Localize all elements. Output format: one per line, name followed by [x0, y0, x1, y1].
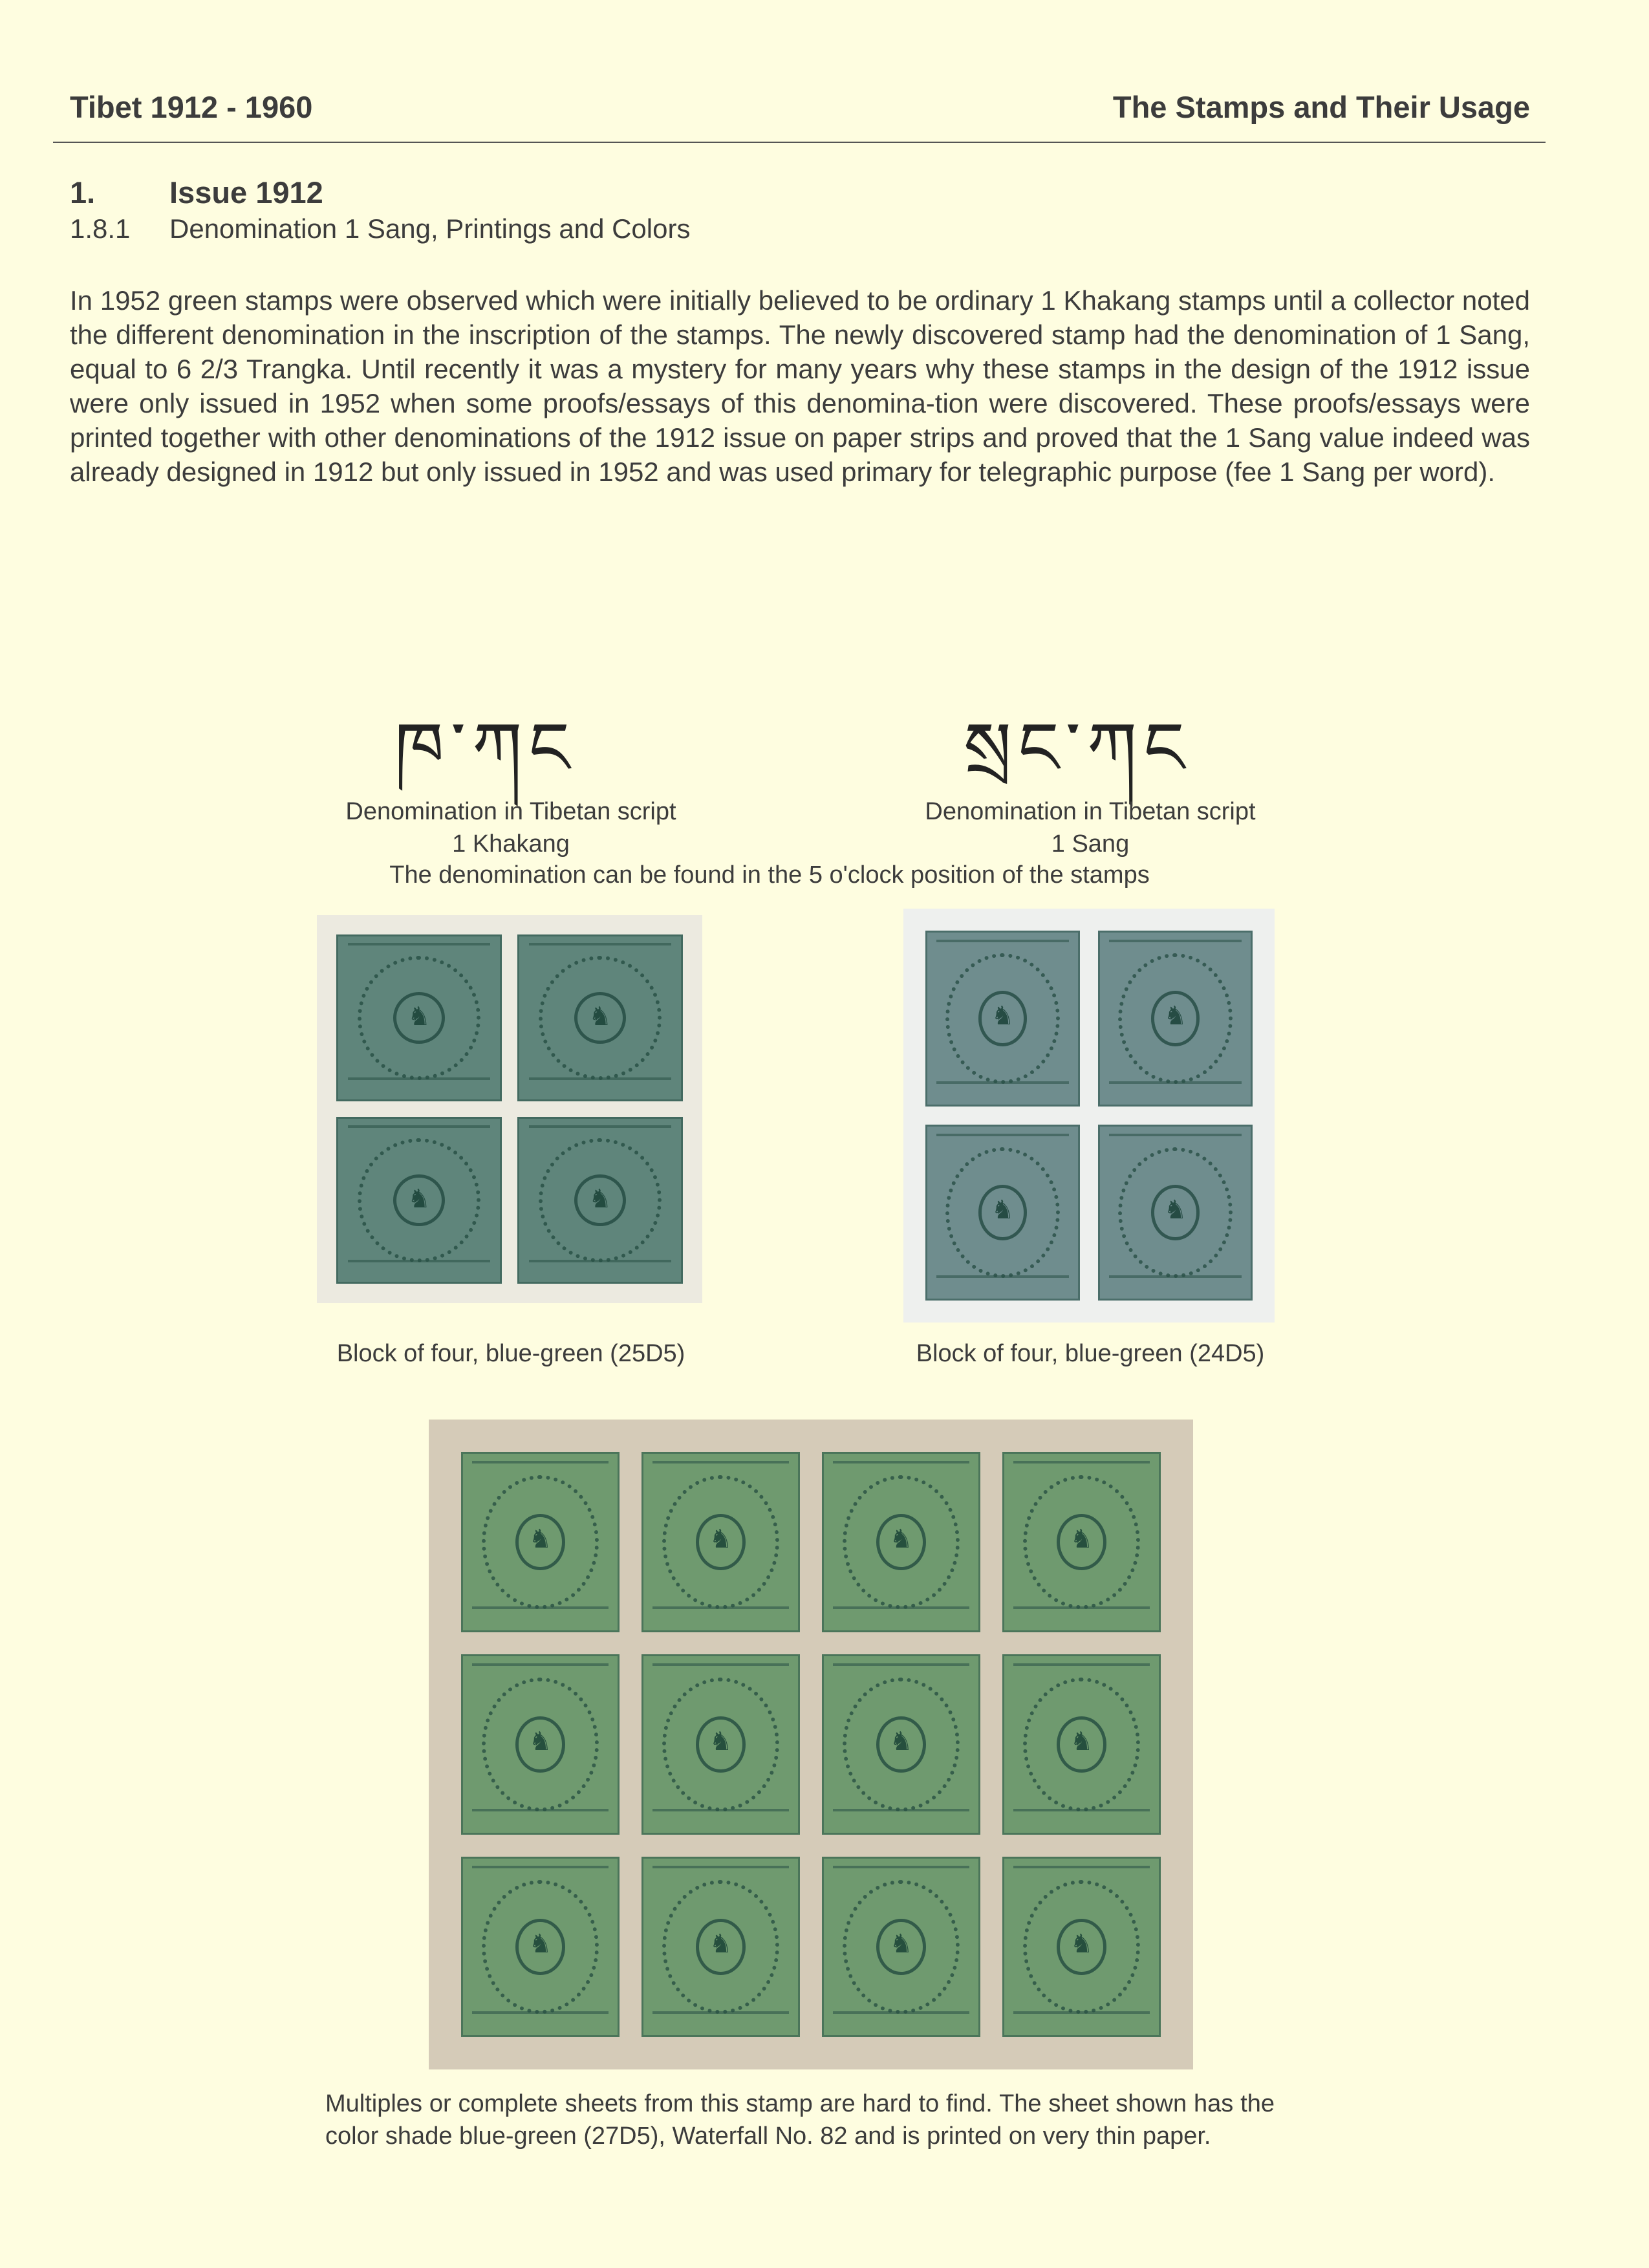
stamp-frame-bottom: [348, 1077, 490, 1093]
sheet-of-twelve-image: [429, 1420, 1193, 2069]
snow-lion-icon: ♞: [588, 1002, 612, 1031]
stamp-frame-bottom: [1109, 1081, 1242, 1097]
stamp-frame-bottom: [833, 2011, 969, 2028]
stamp-frame-bottom: [472, 1606, 608, 1623]
tibetan-script-sang: སྲང་ཀང: [964, 707, 1191, 790]
denomination-caption-left: [285, 795, 737, 860]
intro-paragraph: In 1952 green stamps were observed which were initially believed to be ordinary 1 Khakang stamps until a collector noted the different denomination in the inscription of the stamps. The newly discovered stamp had the denomination of 1 Sang, equal to 6 2/3 Trangka. Until recently it was a mystery for many years why these stamps in the design of the 1912 issue were only issued in 1952 when some proofs/essays of this denomina-tion were discovered. These proofs/essays were printed together with other denominations of the 1912 issue on paper strips and proved that the 1 Sang value indeed was already designed in 1912 but only issued in 1952 and was used primary for telegraphic purpose (fee 1 Sang per word).: [70, 285, 1530, 487]
stamp-frame-bottom: [652, 1606, 788, 1623]
snow-lion-icon: ♞: [528, 1727, 552, 1756]
snow-lion-icon: ♞: [889, 1930, 913, 1959]
stamp: [461, 1452, 620, 1632]
stamp-frame-bottom: [1013, 1606, 1149, 1623]
stamp: [461, 1654, 620, 1835]
subsection-title: Denomination 1 Sang, Printings and Colors: [169, 213, 691, 244]
stamp: [1098, 1125, 1253, 1301]
stamp: [1098, 931, 1253, 1107]
snow-lion-icon: ♞: [1163, 1002, 1187, 1031]
denomination-caption-right: [864, 795, 1317, 860]
stamp-frame-bottom: [472, 1809, 608, 1826]
snow-lion-icon: ♞: [709, 1930, 733, 1959]
snow-lion-icon: ♞: [1163, 1196, 1187, 1225]
stamp: [822, 1857, 980, 2037]
stamp-frame-bottom: [652, 2011, 788, 2028]
running-subtitle: The Stamps and Their Usage: [1112, 90, 1530, 124]
caption-line: Denomination in Tibetan script: [345, 798, 676, 825]
stamp: [336, 1117, 502, 1284]
snow-lion-icon: ♞: [407, 1184, 431, 1213]
stamp-frame-bottom: [529, 1077, 671, 1093]
snow-lion-icon: ♞: [528, 1525, 552, 1554]
snow-lion-icon: ♞: [889, 1525, 913, 1554]
snow-lion-icon: ♞: [709, 1727, 733, 1756]
block-caption-right: Block of four, blue-green (24D5): [916, 1340, 1265, 1367]
block-of-four-right-image: [903, 909, 1275, 1323]
sheet-caption: Multiples or complete sheets from this stamp are hard to find. The sheet shown has the color shade blue-green (27D5), Waterfall No. 82 and is printed on very thin paper.: [325, 2090, 1275, 2150]
stamp: [1002, 1654, 1161, 1835]
stamp: [641, 1654, 800, 1835]
caption-value: 1 Sang: [1051, 830, 1130, 858]
tibetan-script-khakang: ཁ་ཀང: [394, 707, 577, 790]
snow-lion-icon: ♞: [1070, 1930, 1094, 1959]
snow-lion-icon: ♞: [991, 1196, 1015, 1225]
caption-value: 1 Khakang: [452, 830, 570, 858]
block-of-four-left-image: [317, 915, 702, 1303]
stamp-frame-bottom: [833, 1809, 969, 1826]
denomination-note: The denomination can be found in the 5 o'clock position of the stamps: [389, 861, 1150, 889]
stamp: [1002, 1452, 1161, 1632]
stamp: [822, 1654, 980, 1835]
stamp-frame-bottom: [348, 1260, 490, 1275]
snow-lion-icon: ♞: [1070, 1727, 1094, 1756]
stamp: [822, 1452, 980, 1632]
section-number: 1.: [70, 175, 96, 210]
stamp-frame-bottom: [652, 1809, 788, 1826]
section-title: Issue 1912: [169, 175, 323, 210]
stamp: [925, 931, 1080, 1107]
subsection-number: 1.8.1: [70, 213, 131, 244]
snow-lion-icon: ♞: [889, 1727, 913, 1756]
stamp: [517, 1117, 683, 1284]
stamp: [925, 1125, 1080, 1301]
stamp: [1002, 1857, 1161, 2037]
stamp-frame-bottom: [529, 1260, 671, 1275]
stamp: [336, 934, 502, 1101]
stamp-frame-bottom: [833, 1606, 969, 1623]
stamp-frame-bottom: [936, 1081, 1069, 1097]
stamp: [641, 1452, 800, 1632]
snow-lion-icon: ♞: [528, 1930, 552, 1959]
stamp-frame-bottom: [472, 2011, 608, 2028]
snow-lion-icon: ♞: [407, 1002, 431, 1031]
stamp: [461, 1857, 620, 2037]
running-title: Tibet 1912 - 1960: [70, 90, 313, 124]
block-caption-left: Block of four, blue-green (25D5): [336, 1340, 685, 1367]
caption-line: Denomination in Tibetan script: [925, 798, 1256, 825]
snow-lion-icon: ♞: [588, 1184, 612, 1213]
stamp-frame-bottom: [936, 1275, 1069, 1291]
header-rule: [53, 142, 1546, 143]
snow-lion-icon: ♞: [1070, 1525, 1094, 1554]
snow-lion-icon: ♞: [991, 1002, 1015, 1031]
stamp-frame-bottom: [1013, 2011, 1149, 2028]
stamp: [517, 934, 683, 1101]
stamp-frame-bottom: [1013, 1809, 1149, 1826]
snow-lion-icon: ♞: [709, 1525, 733, 1554]
stamp-frame-bottom: [1109, 1275, 1242, 1291]
stamp: [641, 1857, 800, 2037]
